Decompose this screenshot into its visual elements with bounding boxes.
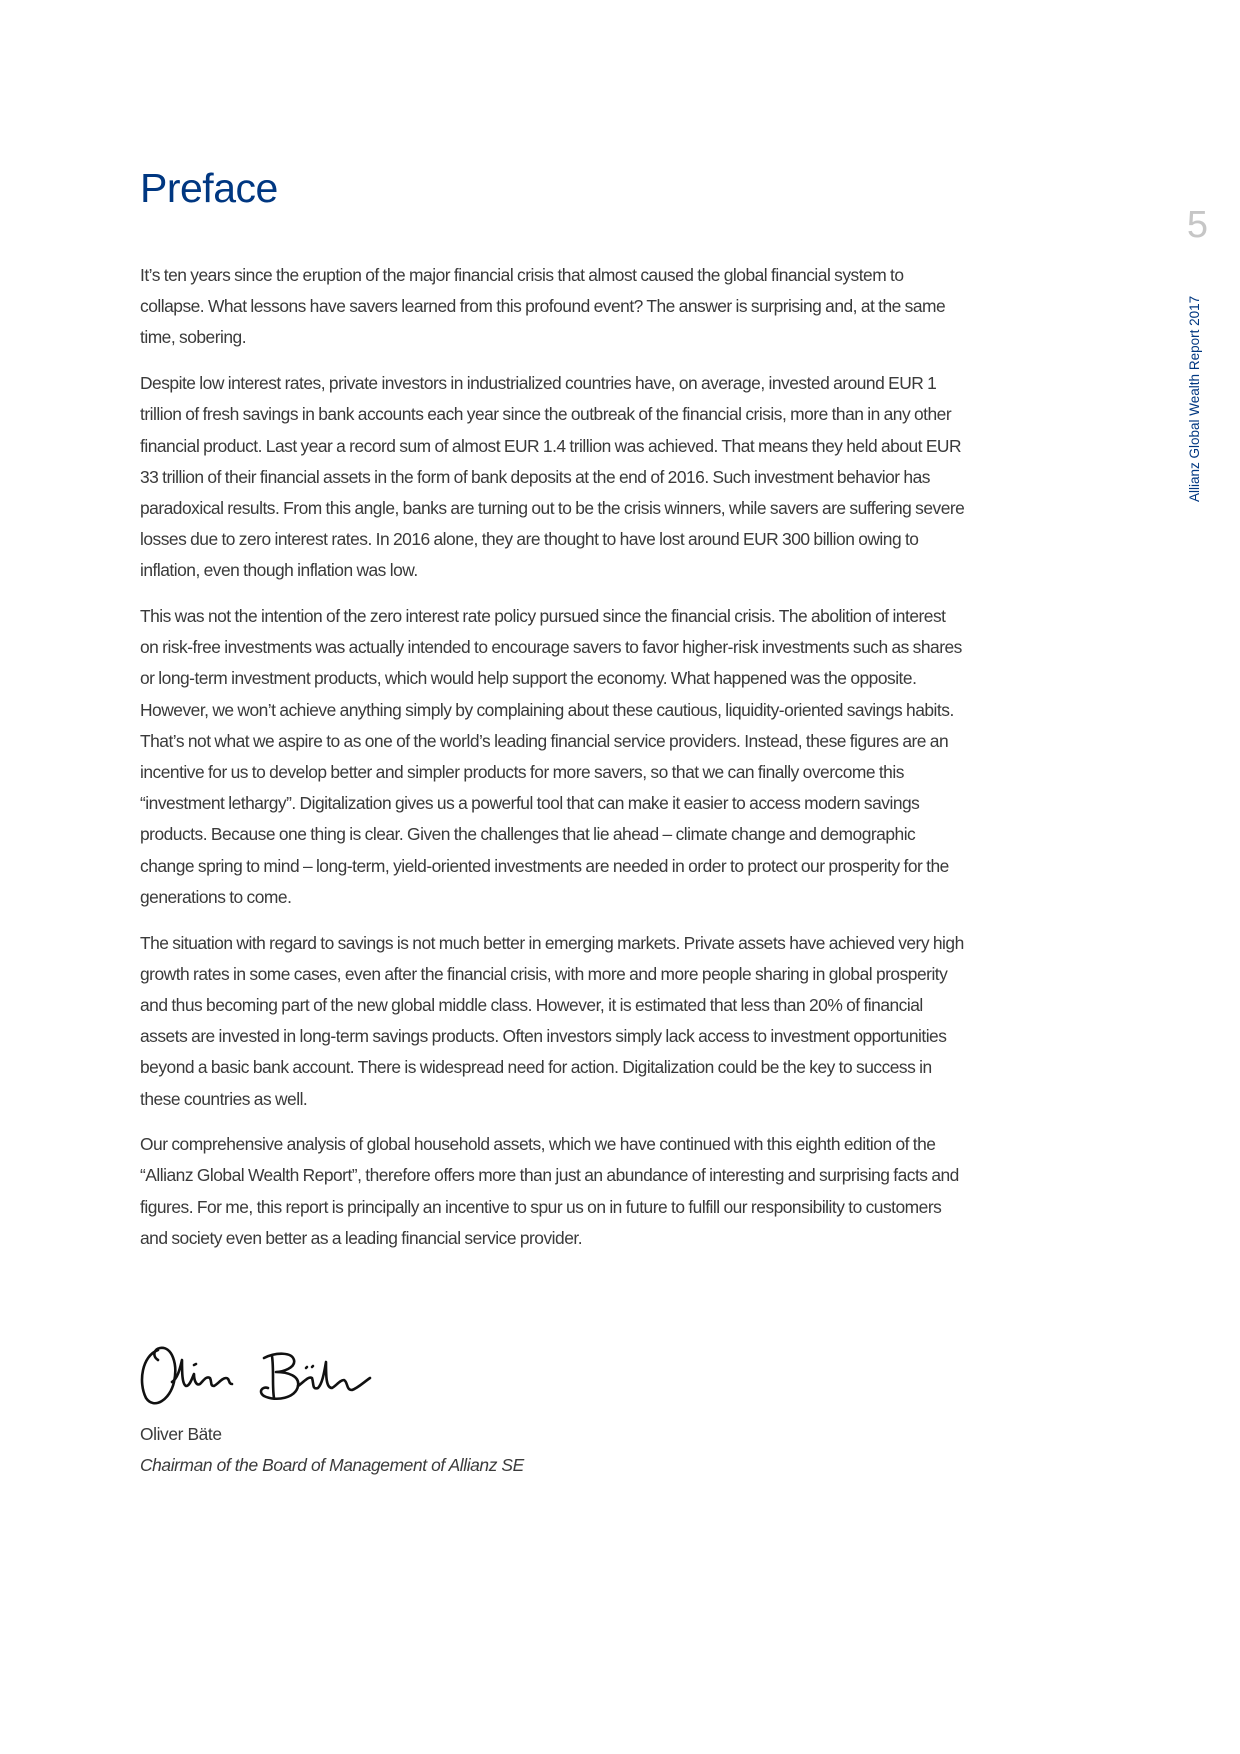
signature-stroke-ate <box>298 1362 370 1390</box>
page-title: Preface <box>140 165 278 211</box>
preface-body <box>140 260 965 1269</box>
signature-stroke-o <box>142 1348 175 1403</box>
signature-umlaut <box>306 1366 313 1368</box>
page-number: 5 <box>1186 204 1208 246</box>
paragraph-4: The situation with regard to savings is not much better in emerging markets. Private assets have achieved very high growth rates in some cases, even after the financial crisis, with more and more people sharing in global prosperity and thus becoming part of the new global middle class. However, it is estimated that less than 20% of financial assets are invested in long-term savings products. Often investors simply lack access to investment opportunities beyond a basic bank account. There is widespread need for action. Digitalization could be the key to success in these countries as well. <box>140 932 964 1109</box>
signer-role: Chairman of the Board of Management of Allianz SE <box>140 1455 524 1475</box>
signature-image <box>136 1338 376 1412</box>
running-title: Allianz Global Wealth Report 2017 <box>1187 295 1202 502</box>
signature-stroke-b-stem <box>272 1356 274 1398</box>
signer-name: Oliver Bäte <box>140 1424 222 1444</box>
paragraph-3: This was not the intention of the zero interest rate policy pursued since the financial crisis. The abolition of interest on risk-free investments was actually intended to encourage savers to favor higher-risk investments such as shares or long-term investment products, which would help support the economy. What happened was the opposite. However, we won’t achieve anything simply by complaining about these cautious, liquidity-oriented savings habits. That’s not what we aspire to as one of the world’s leading financial service providers. Instead, these figures are an incentive for us to develop better and simpler products for more savers, so that we can finally overcome this “investment lethargy”. Digitalization gives us a powerful tool that can make it easier to access modern savings products. Because one thing is clear. Given the challenges that lie ahead – climate change and demographic change spring to mind – long-term, yield-oriented investments are needed in order to protect our prosperity for the generations to come. <box>140 606 962 907</box>
paragraph-1: It’s ten years since the eruption of the major financial crisis that almost caused the global financial system to collapse. What lessons have savers learned from this profound event? The answer is surprising and, at the same time, sobering. <box>140 265 946 348</box>
signature-stroke-liver <box>172 1360 232 1386</box>
signature-dot-i <box>194 1364 196 1365</box>
paragraph-2: Despite low interest rates, private investors in industrialized countries have, on average, invested around EUR 1 trillion of fresh savings in bank accounts each year since the outbreak of the financial crisis, more than in any other financial product. Last year a record sum of almost EUR 1.4 trillion was achieved. That means they held about EUR 33 trillion of their financial assets in the form of bank deposits at the end of 2016. Such investment behavior has paradoxical results. From this angle, banks are turning out to be the crisis winners, while savers are suffering severe losses due to zero interest rates. In 2016 alone, they are thought to have lost around EUR 300 billion owing to inflation, even though inflation was low. <box>140 373 965 581</box>
paragraph-5: Our comprehensive analysis of global household assets, which we have continued with this eighth edition of the “Allianz Global Wealth Report”, therefore offers more than just an abundance of interesting and surprising facts and figures. For me, this report is principally an incentive to spur us on in future to fulfill our responsibility to customers and society even better as a leading financial service provider. <box>140 1134 959 1248</box>
signature-stroke-b <box>261 1354 298 1399</box>
